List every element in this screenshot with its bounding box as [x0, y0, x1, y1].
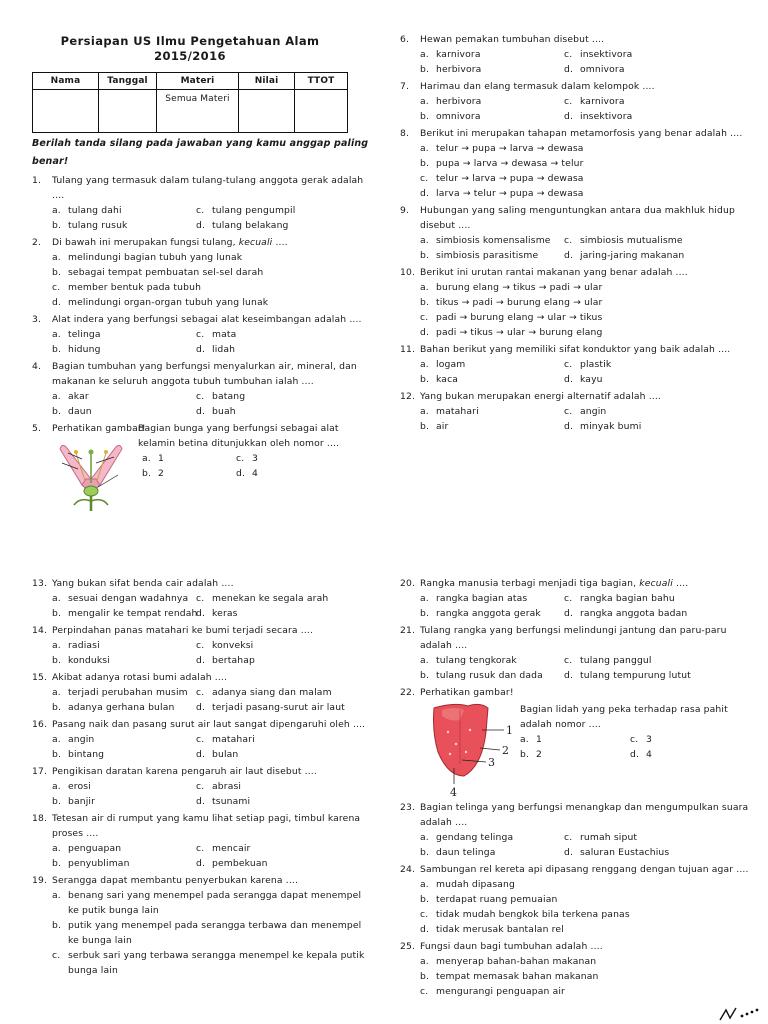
question-text: Tulang yang termasuk dalam tulang-tulang anggota gerak adalah .... [52, 175, 364, 201]
option-b[interactable]: b. hidung [52, 344, 101, 355]
option-d[interactable]: d. buah [196, 406, 236, 417]
option-b[interactable]: b. omnivora [420, 111, 481, 122]
question-text: Berikut ini urutan rantai makanan yang benar adalah .... [420, 267, 688, 278]
option-c[interactable]: c. angin [564, 406, 607, 417]
option-d[interactable]: d. bertahap [196, 655, 255, 666]
question-text: Berikut ini merupakan tahapan metamorfosis yang benar adalah .... [420, 128, 743, 139]
question-text: Alat indera yang berfungsi sebagai alat keseimbangan adalah .... [52, 314, 362, 325]
option-d[interactable]: d. larva → telur → pupa → dewasa [420, 188, 584, 199]
option-a[interactable]: a. telinga [52, 329, 101, 340]
option-b[interactable]: b. sebagai tempat pembuatan sel-sel darah [52, 267, 264, 278]
option-b[interactable]: b. adanya gerhana bulan [52, 702, 175, 713]
left-column-bottom [32, 576, 372, 978]
option-c[interactable]: c. serbuk sari yang terbawa serangga menempel ke kepala putik bunga lain [52, 950, 365, 976]
option-b[interactable]: b. tulang rusuk [52, 220, 128, 231]
option-c[interactable]: c. rumah siput [564, 832, 638, 843]
option-b[interactable]: b. tulang rusuk dan dada [420, 670, 543, 681]
question-19: 19. Serangga dapat membantu penyerbukan karena .... a. benang sari yang menempel pada serangga dapat menempel ke putik bunga lain b. putik yang menempel pada serangga terbawa dan menempel ke bunga lain c. serbuk sari yang terbawa serangga menempel ke kepala putik bunga lain [32, 873, 372, 978]
tongue-label-3: 3 [488, 756, 496, 769]
option-c[interactable]: c. matahari [196, 734, 255, 745]
option-c[interactable]: c. padi → burung elang → ular → tikus [420, 312, 603, 323]
option-a[interactable]: a. tulang tengkorak [420, 655, 517, 666]
option-c[interactable]: c. member bentuk pada tubuh [52, 282, 202, 293]
question-4: 4. Bagian tumbuhan yang berfungsi menyalurkan air, mineral, dan makanan ke seluruh anggota tubuh tumbuhan ialah .... a. akar c. batang b. daun d. buah [32, 359, 372, 419]
question-text: Rangka manusia terbagi menjadi tiga bagian, kecuali .... [420, 578, 689, 589]
question-text: Pengikisan daratan karena pengaruh air laut disebut .... [52, 766, 317, 777]
option-a[interactable]: a. burung elang → tikus → padi → ular [420, 282, 603, 293]
option-c[interactable]: c. mencair [196, 843, 251, 854]
nilai-cell[interactable] [239, 90, 295, 133]
option-c[interactable]: c. menekan ke segala arah [196, 593, 329, 604]
option-b[interactable]: b. putik yang menempel pada serangga terbawa dan menempel ke bunga lain [52, 920, 362, 946]
option-c[interactable]: c. tulang pengumpil [196, 205, 296, 216]
col-tanggal: Tanggal [99, 73, 157, 90]
right-column-bottom [400, 576, 750, 999]
option-b[interactable]: b. tikus → padi → burung elang → ular [420, 297, 603, 308]
option-c[interactable]: c. karnivora [564, 96, 625, 107]
left-column-top [32, 34, 372, 519]
question-text: Serangga dapat membantu penyerbukan karena .... [52, 875, 299, 886]
option-d[interactable]: d. tulang belakang [196, 220, 289, 231]
question-text: Fungsi daun bagi tumbuhan adalah .... [420, 941, 603, 952]
question-16: 16. Pasang naik dan pasang surut air laut sangat dipengaruhi oleh .... a. angin c. matahari b. bintang d. bulan [32, 717, 372, 762]
question-14: 14. Perpindahan panas matahari ke bumi terjadi secara .... a. radiasi c. konveksi b. konduksi d. bertahap [32, 623, 372, 668]
option-c[interactable]: c. abrasi [196, 781, 242, 792]
option-a[interactable]: a. melindungi bagian tubuh yang lunak [52, 252, 243, 263]
option-a[interactable]: a. menyerap bahan-bahan makanan [420, 956, 597, 967]
question-text: Bagian telinga yang berfungsi menangkap dan mengumpulkan suara adalah .... [420, 802, 749, 828]
question-text: Tetesan air di rumput yang kamu lihat setiap pagi, timbul karena proses .... [52, 813, 361, 839]
option-d[interactable]: d. omnivora [564, 64, 625, 75]
question-2: 2. Di bawah ini merupakan fungsi tulang, kecuali .... a. melindungi bagian tubuh yang lunak b. sebagai tempat pembuatan sel-sel darah c. member bentuk pada tubuh d. melindungi organ-organ tubuh yang lunak [32, 235, 372, 310]
question-21: 21. Tulang rangka yang berfungsi melindungi jantung dan paru-paru adalah .... a. tulang tengkorak c. tulang panggul b. tulang rusuk dan dada d. tulang tempurung lutut [400, 623, 750, 683]
option-a[interactable]: a. terjadi perubahan musim [52, 687, 188, 698]
question-12: 12. Yang bukan merupakan energi alternatif adalah .... a. matahari c. angin b. air d. minyak bumi [400, 389, 750, 434]
option-c[interactable]: c. simbiosis mutualisme [564, 235, 683, 246]
option-c[interactable]: c. plastik [564, 359, 612, 370]
tongue-label-2: 2 [502, 744, 510, 757]
question-text: Harimau dan elang termasuk dalam kelompok .... [420, 81, 655, 92]
question-6: 6. Hewan pemakan tumbuhan disebut .... a. karnivora c. insektivora b. herbivora d. omnivora [400, 32, 750, 77]
option-d[interactable]: d. jaring-jaring makanan [564, 250, 685, 261]
question-3: 3. Alat indera yang berfungsi sebagai alat keseimbangan adalah .... a. telinga c. mata b. hidung d. lidah [32, 312, 372, 357]
option-c[interactable]: c. adanya siang dan malam [196, 687, 332, 698]
question-text: Yang bukan merupakan energi alternatif adalah .... [420, 391, 661, 402]
question-20: 20. Rangka manusia terbagi menjadi tiga bagian, kecuali .... a. rangka bagian atas c. rangka bagian bahu b. rangka anggota gerak d. rangka anggota badan [400, 576, 750, 621]
option-a[interactable]: a. simbiosis komensalisme [420, 235, 551, 246]
question-text: Bahan berikut yang memiliki sifat konduktor yang baik adalah .... [420, 344, 731, 355]
option-d[interactable]: d. tidak merusak bantalan rel [420, 924, 564, 935]
option-b[interactable]: b. herbivora [420, 64, 482, 75]
option-c[interactable]: c. telur → larva → pupa → dewasa [420, 173, 584, 184]
option-a[interactable]: a. radiasi [52, 640, 100, 651]
question-text: Hubungan yang saling menguntungkan antara dua makhluk hidup disebut .... [420, 205, 735, 231]
option-a[interactable]: a. 1 [520, 734, 542, 745]
option-a[interactable]: a. angin [52, 734, 95, 745]
question-25: 25. Fungsi daun bagi tumbuhan adalah .... a. menyerap bahan-bahan makanan b. tempat memasak bahan makanan c. mengurangi penguapan air [400, 939, 750, 999]
question-8: 8. Berikut ini merupakan tahapan metamorfosis yang benar adalah .... a. telur → pupa → larva → dewasa b. pupa → larva → dewasa → telur c. telur → larva → pupa → dewasa d. larva → telur → pupa → dewasa [400, 126, 750, 201]
question-11: 11. Bahan berikut yang memiliki sifat konduktor yang baik adalah .... a. logam c. plastik b. kaca d. kayu [400, 342, 750, 387]
ttot-cell[interactable] [295, 90, 348, 133]
option-d[interactable]: d. keras [196, 608, 238, 619]
option-a[interactable]: a. erosi [52, 781, 91, 792]
col-nama: Nama [33, 73, 99, 90]
option-b[interactable]: b. daun telinga [420, 847, 496, 858]
option-b[interactable]: b. daun [52, 406, 92, 417]
doodle-decoration [716, 1004, 764, 1024]
option-d[interactable]: d. tulang tempurung lutut [564, 670, 691, 681]
option-d[interactable]: d. 4 [236, 468, 258, 479]
option-a[interactable]: a. matahari [420, 406, 479, 417]
option-b[interactable]: b. mengalir ke tempat rendah [52, 608, 198, 619]
option-c[interactable]: c. konveksi [196, 640, 254, 651]
option-a[interactable]: a. 1 [142, 453, 164, 464]
option-d[interactable]: d. kayu [564, 374, 603, 385]
page-title: Persiapan US Ilmu Pengetahuan Alam 2015/2016 [60, 34, 320, 63]
question-22-side-text: Bagian lidah yang peka terhadap rasa pahit adalah nomor .... [520, 704, 728, 730]
question-23: 23. Bagian telinga yang berfungsi menangkap dan mengumpulkan suara adalah .... a. gendang telinga c. rumah siput b. daun telinga d. saluran Eustachius [400, 802, 749, 858]
option-a[interactable]: a. akar [52, 391, 89, 402]
col-ttot: TTOT [295, 73, 348, 90]
option-a[interactable]: a. sesuai dengan wadahnya [52, 593, 189, 604]
question-5: 5. Perhatikan gambar! Bagian bunga yang berfungsi sebagai alat kelamin betina ditunjukkan oleh nomor .... a. 1 c. 3 b. 2 d. 4 [32, 421, 372, 519]
option-c[interactable]: c. insektivora [564, 49, 633, 60]
option-a[interactable]: a. logam [420, 359, 466, 370]
option-b[interactable]: b. bintang [52, 749, 105, 760]
question-13: 13. Yang bukan sifat benda cair adalah .... a. sesuai dengan wadahnya c. menekan ke segala arah b. mengalir ke tempat rendah d. keras [32, 576, 372, 621]
option-b[interactable]: b. 2 [520, 749, 542, 760]
question-15: 15. Akibat adanya rotasi bumi adalah .... a. terjadi perubahan musim c. adanya siang dan malam b. adanya gerhana bulan d. terjadi pasang-surut air laut [32, 670, 372, 715]
question-text: Sambungan rel kereta api dipasang renggang dengan tujuan agar .... [420, 864, 749, 875]
tongue-diagram [420, 702, 516, 798]
question-text: Yang bukan sifat benda cair adalah .... [52, 578, 234, 589]
option-c[interactable]: c. tulang panggul [564, 655, 652, 666]
tongue-label-4: 4 [450, 786, 458, 798]
option-b[interactable]: b. terdapat ruang pemuaian [420, 894, 558, 905]
option-d[interactable]: d. bulan [196, 749, 239, 760]
question-18: 18. Tetesan air di rumput yang kamu lihat setiap pagi, timbul karena proses .... a. penguapan c. mencair b. penyubliman d. pembekuan [32, 811, 372, 871]
option-d[interactable]: d. lidah [196, 344, 236, 355]
option-c[interactable]: c. 3 [236, 453, 258, 464]
option-b[interactable]: b. banjir [52, 796, 96, 807]
option-d[interactable]: d. 4 [630, 749, 652, 760]
option-b[interactable]: b. penyubliman [52, 858, 130, 869]
option-b[interactable]: b. rangka anggota gerak [420, 608, 541, 619]
option-a[interactable]: a. gendang telinga [420, 832, 514, 843]
option-b[interactable]: b. simbiosis parasitisme [420, 250, 539, 261]
option-d[interactable]: d. terjadi pasang-surut air laut [196, 702, 345, 713]
option-b[interactable]: b. 2 [142, 468, 164, 479]
question-text: Perhatikan gambar! [420, 687, 514, 698]
option-d[interactable]: d. pembekuan [196, 858, 268, 869]
question-24: 24. Sambungan rel kereta api dipasang renggang dengan tujuan agar .... a. mudah dipasang b. terdapat ruang pemuaian c. tidak mudah bengkok bila terkena panas d. tidak merusak bantalan rel [400, 864, 749, 935]
option-a[interactable]: a. mudah dipasang [420, 879, 515, 890]
question-10: 10. Berikut ini urutan rantai makanan yang benar adalah .... a. burung elang → tikus → padi → ular b. tikus → padi → burung elang → ular c. padi → burung elang → ular → tikus d. padi → tikus → ular → burung elang [400, 265, 750, 340]
question-text: Akibat adanya rotasi bumi adalah .... [52, 672, 228, 683]
nama-cell[interactable] [33, 90, 99, 133]
option-d[interactable]: d. padi → tikus → ular → burung elang [420, 327, 603, 338]
option-c[interactable]: c. 3 [630, 734, 652, 745]
flower-diagram [52, 439, 130, 519]
col-nilai: Nilai [239, 73, 295, 90]
question-text: Hewan pemakan tumbuhan disebut .... [420, 34, 605, 45]
option-d[interactable]: d. insektivora [564, 111, 633, 122]
option-b[interactable]: b. tempat memasak bahan makanan [420, 971, 599, 982]
option-d[interactable]: d. tsunami [196, 796, 251, 807]
question-text: Bagian tumbuhan yang berfungsi menyalurkan air, mineral, dan makanan ke seluruh anggota tubuh tumbuhan ialah .... [52, 361, 357, 387]
question-text: Di bawah ini merupakan fungsi tulang, kecuali .... [52, 237, 288, 248]
question-22: 22. Perhatikan gambar! 1 2 3 4 Bagian lidah yang peka terhadap rasa pahit adalah nomor .... a. 1 c. 3 b. 2 d. 4 [400, 685, 750, 798]
option-d[interactable]: d. melindungi organ-organ tubuh yang lunak [52, 297, 269, 308]
option-c[interactable]: c. batang [196, 391, 246, 402]
option-b[interactable]: b. konduksi [52, 655, 110, 666]
option-a[interactable]: a. benang sari yang menempel pada serangga dapat menempel ke putik bunga lain [52, 890, 362, 916]
option-a[interactable]: a. rangka bagian atas [420, 593, 528, 604]
right-column-top [400, 32, 750, 434]
option-c[interactable]: c. rangka bagian bahu [564, 593, 675, 604]
instruction: Berilah tanda silang pada jawaban yang kamu anggap paling benar! [32, 138, 369, 167]
question-text: Tulang rangka yang berfungsi melindungi jantung dan paru-paru adalah .... [420, 625, 727, 651]
option-a[interactable]: a. telur → pupa → larva → dewasa [420, 143, 584, 154]
option-a[interactable]: a. penguapan [52, 843, 122, 854]
option-c[interactable]: c. tidak mudah bengkok bila terkena panas [420, 909, 630, 920]
student-info-table [32, 72, 348, 133]
option-c[interactable]: c. mata [196, 329, 237, 340]
tongue-label-1: 1 [506, 724, 514, 737]
tanggal-cell[interactable] [99, 90, 157, 133]
option-d[interactable]: d. rangka anggota badan [564, 608, 688, 619]
question-7: 7. Harimau dan elang termasuk dalam kelompok .... a. herbivora c. karnivora b. omnivora d. insektivora [400, 79, 750, 124]
question-text: Perpindahan panas matahari ke bumi terjadi secara .... [52, 625, 314, 636]
option-b[interactable]: b. kaca [420, 374, 459, 385]
col-materi: Materi [157, 73, 239, 90]
question-text: Pasang naik dan pasang surut air laut sangat dipengaruhi oleh .... [52, 719, 366, 730]
question-text: Perhatikan gambar! [52, 423, 146, 434]
option-a[interactable]: a. tulang dahi [52, 205, 122, 216]
materi-cell: Semua Materi [157, 90, 239, 133]
option-b[interactable]: b. air [420, 421, 449, 432]
option-a[interactable]: a. karnivora [420, 49, 481, 60]
option-a[interactable]: a. herbivora [420, 96, 482, 107]
option-d[interactable]: d. minyak bumi [564, 421, 642, 432]
option-b[interactable]: b. pupa → larva → dewasa → telur [420, 158, 584, 169]
option-d[interactable]: d. saluran Eustachius [564, 847, 670, 858]
question-9: 9. Hubungan yang saling menguntungkan antara dua makhluk hidup disebut .... a. simbiosis komensalisme c. simbiosis mutualisme b. simbiosis parasitisme d. jaring-jaring makanan [400, 203, 750, 263]
question-1: 1. Tulang yang termasuk dalam tulang-tulang anggota gerak adalah .... a. tulang dahi c. tulang pengumpil b. tulang rusuk d. tulang belakang [32, 173, 372, 233]
question-17: 17. Pengikisan daratan karena pengaruh air laut disebut .... a. erosi c. abrasi b. banjir d. tsunami [32, 764, 372, 809]
question-5-side-text: Bagian bunga yang berfungsi sebagai alat kelamin betina ditunjukkan oleh nomor .... [138, 423, 340, 449]
option-c[interactable]: c. mengurangi penguapan air [420, 986, 565, 997]
